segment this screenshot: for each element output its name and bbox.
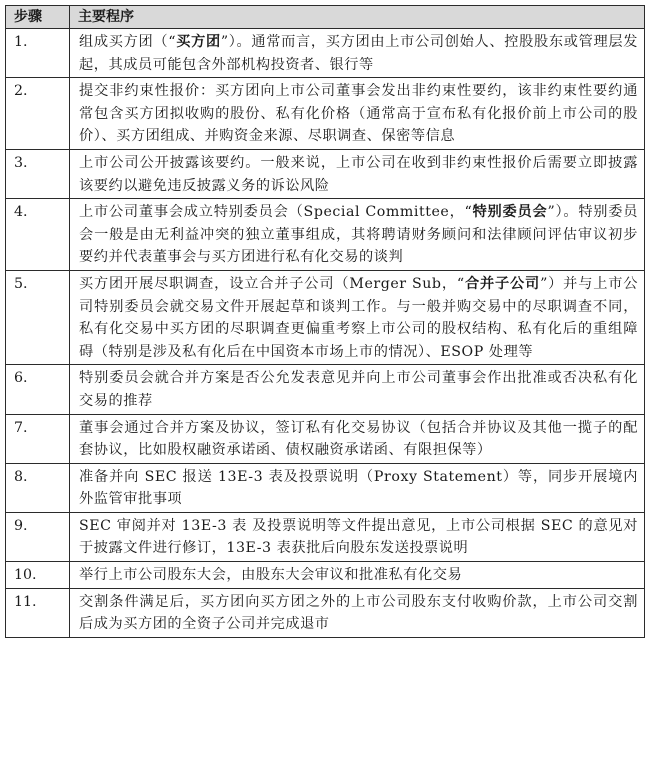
step-number: 10. [6,562,70,589]
table-row [6,29,645,78]
table-row [6,414,645,463]
table-row [6,270,645,364]
table-row [6,512,645,561]
table-row [6,562,645,589]
procedure-table [5,5,645,638]
step-description: 上市公司董事会成立特别委员会（Special Committee，“特别委员会”）。特别委员会一般是由无利益冲突的独立董事组成，其将聘请财务顾问和法律顾问评估审议初步要约并代表董事会与买方团进行私有化交易的谈判 [70,199,645,271]
table-row [6,78,645,150]
header-procedure: 主要程序 [70,6,645,29]
step-number: 6. [6,365,70,414]
step-description: 提交非约束性报价：买方团向上市公司董事会发出非约束性要约，该非约束性要约通常包含买方团拟收购的股份、私有化价格（通常高于宣布私有化报价前上市公司的股价）、买方团组成、并购资金来源、尽职调查、保密等信息 [70,78,645,150]
table-row [6,588,645,637]
step-description: 组成买方团（“买方团”）。通常而言，买方团由上市公司创始人、控股股东或管理层发起，其成员可能包含外部机构投资者、银行等 [70,29,645,78]
step-description: 上市公司公开披露该要约。一般来说，上市公司在收到非约束性报价后需要立即披露该要约以避免违反披露义务的诉讼风险 [70,149,645,198]
step-number: 2. [6,78,70,150]
header-step: 步骤 [6,6,70,29]
step-description: 特别委员会就合并方案是否公允发表意见并向上市公司董事会作出批准或否决私有化交易的推荐 [70,365,645,414]
table-row [6,463,645,512]
step-description: 买方团开展尽职调查，设立合并子公司（Merger Sub，“合并子公司”）并与上市公司特别委员会就交易文件开展起草和谈判工作。与一般并购交易中的尽职调查不同，私有化交易中买方团的尽职调查更偏重考察上市公司的股权结构、私有化后的重组障碍（特别是涉及私有化后在中国资本市场上市的情况）、ESOP 处理等 [70,270,645,364]
step-number: 9. [6,512,70,561]
step-description: 董事会通过合并方案及协议，签订私有化交易协议（包括合并协议及其他一揽子的配套协议，比如股权融资承诺函、债权融资承诺函、有限担保等） [70,414,645,463]
step-number: 1. [6,29,70,78]
step-number: 4. [6,199,70,271]
table-row [6,199,645,271]
step-number: 5. [6,270,70,364]
step-description: SEC 审阅并对 13E-3 表 及投票说明等文件提出意见，上市公司根据 SEC 的意见对于披露文件进行修订，13E-3 表获批后向股东发送投票说明 [70,512,645,561]
table-row [6,365,645,414]
step-number: 7. [6,414,70,463]
step-number: 3. [6,149,70,198]
step-description: 举行上市公司股东大会，由股东大会审议和批准私有化交易 [70,562,645,589]
step-number: 8. [6,463,70,512]
step-number: 11. [6,588,70,637]
step-description: 交割条件满足后，买方团向买方团之外的上市公司股东支付收购价款，上市公司交割后成为买方团的全资子公司并完成退市 [70,588,645,637]
table-header-row [6,6,645,29]
step-description: 准备并向 SEC 报送 13E-3 表及投票说明（Proxy Statement）等，同步开展境内外监管审批事项 [70,463,645,512]
table-row [6,149,645,198]
